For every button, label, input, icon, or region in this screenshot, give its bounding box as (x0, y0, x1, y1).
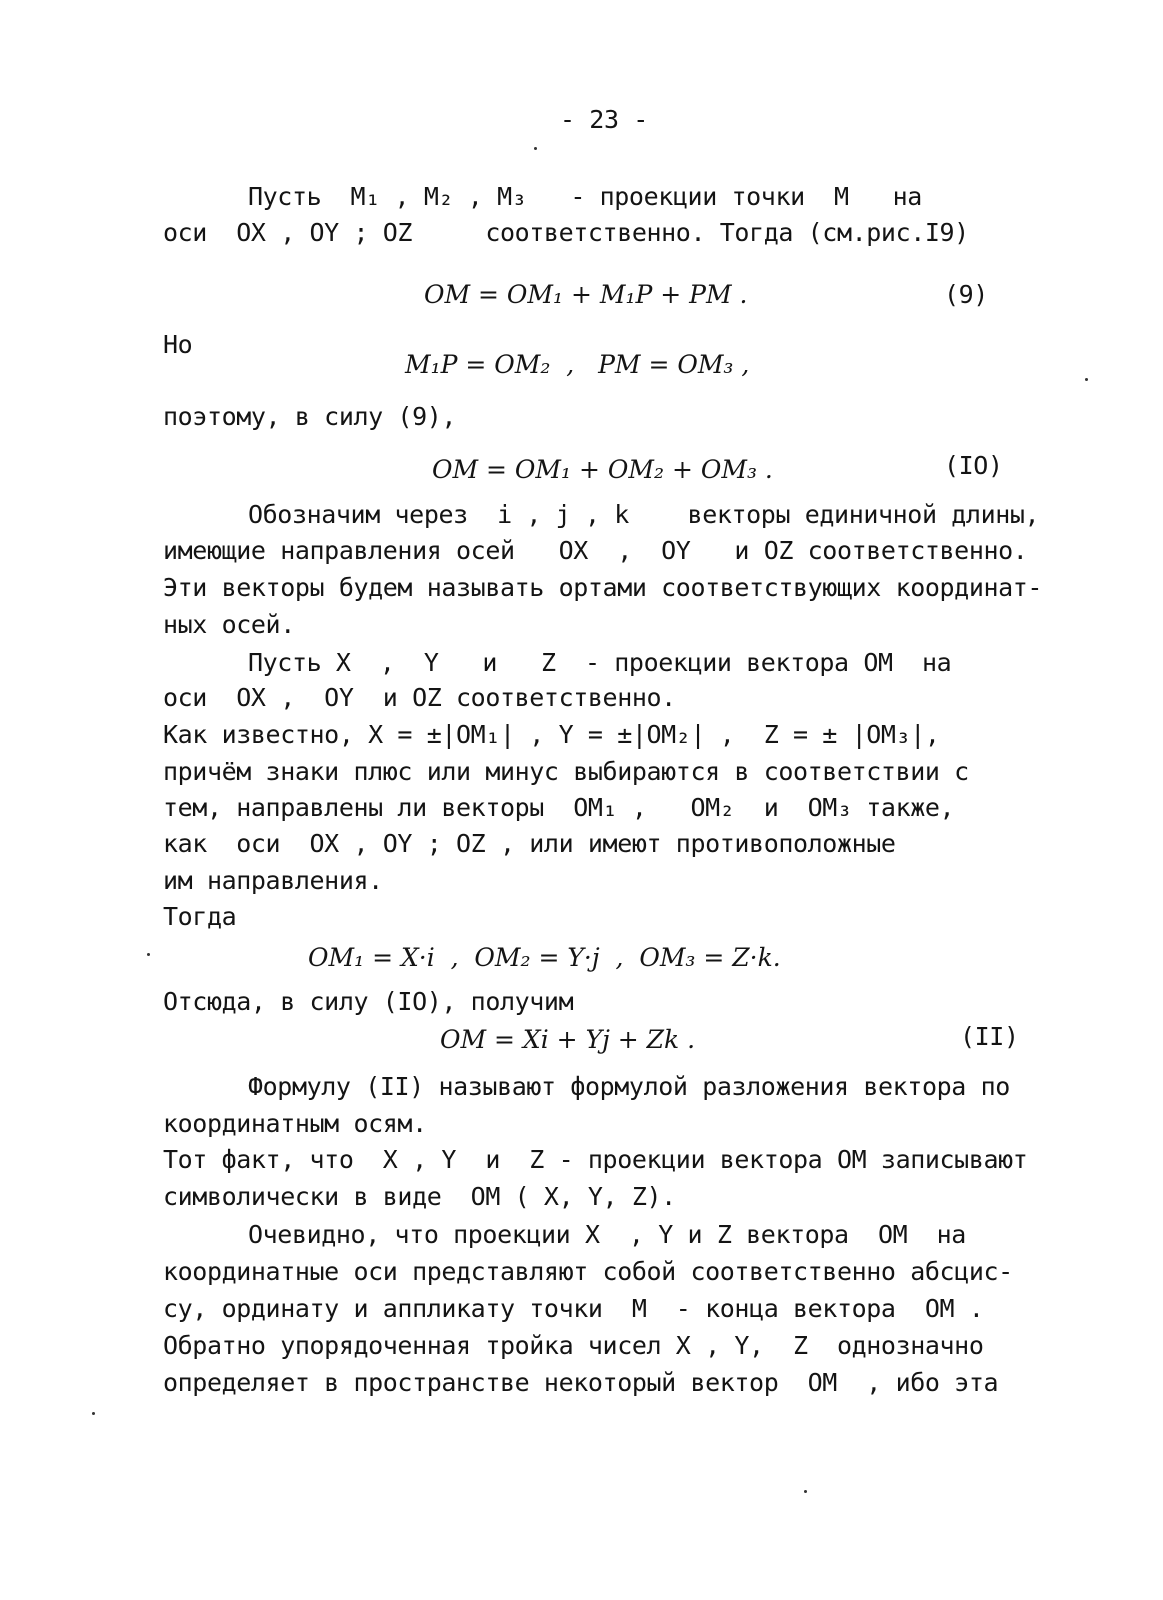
equation-9: OM = OM₁ + M₁P + PM . (424, 280, 748, 309)
text-line-15: Тогда (163, 902, 237, 931)
speck (92, 1412, 95, 1415)
text-no: Но (163, 330, 193, 359)
text-line-21: Очевидно, что проекции X , Y и Z вектора OM на (248, 1220, 966, 1249)
equation-11-number: (II) (960, 1022, 1019, 1051)
equation-11: OM = Xi + Yj + Zk . (440, 1025, 696, 1054)
equation-10-number: (IO) (944, 451, 1003, 480)
text-line-14: им направления. (163, 866, 383, 895)
text-line-22: координатные оси представляют собой соответственно абсцис- (163, 1257, 1013, 1286)
text-line-19: Тот факт, что X , Y и Z - проекции вектора OM записывают (163, 1145, 1028, 1174)
text-line-16: Отсюда, в силу (IO), получим (163, 987, 574, 1016)
text-line-17: Формулу (II) называют формулой разложения вектора по (248, 1072, 1010, 1101)
text-line-2: оси OX , OY ; OZ соответственно. Тогда (см.рис.I9) (163, 218, 969, 247)
equation-9-number: (9) (944, 280, 988, 309)
speck (147, 953, 150, 956)
text-line-3: поэтому, в силу (9), (163, 402, 457, 431)
speck (804, 1490, 807, 1493)
text-line-7: ных осей. (163, 610, 295, 639)
text-line-25: определяет в пространстве некоторый вектор OM , ибо эта (163, 1368, 999, 1397)
text-line-12: тем, направлены ли векторы OM₁ , OM₂ и OM₃ также, (163, 793, 955, 822)
page-number: - 23 - (560, 105, 648, 134)
text-line-4: Обозначим через i , j , k векторы единичной длины, (248, 500, 1040, 529)
text-line-6: Эти векторы будем называть ортами соответствующих координат- (163, 573, 1043, 602)
text-line-5: имеющие направления осей OX , OY и OZ соответственно. (163, 536, 1028, 565)
equation-no: M₁P = OM₂ , PM = OM₃ , (405, 350, 750, 379)
text-line-8: Пусть X , Y и Z - проекции вектора OM на (248, 648, 952, 677)
text-line-20: символически в виде OM ( X, Y, Z). (163, 1182, 676, 1211)
text-line-13: как оси OX , OY ; OZ , или имеют противоположные (163, 829, 896, 858)
text-line-9: оси OX , OY и OZ соответственно. (163, 683, 676, 712)
text-line-1: Пусть M₁ , M₂ , M₃ - проекции точки M на (248, 182, 922, 211)
text-line-23: су, ординату и аппликату точки M - конца вектора OM . (163, 1294, 984, 1323)
speck (534, 147, 537, 150)
text-line-10: Как известно, X = ±|OM₁| , Y = ±|OM₂| , Z = ± |OM₃|, (163, 720, 940, 749)
equation-10: OM = OM₁ + OM₂ + OM₃ . (432, 455, 773, 484)
equation-then: OM₁ = X·i , OM₂ = Y·j , OM₃ = Z·k. (308, 943, 781, 972)
speck (1085, 378, 1088, 381)
text-line-24: Обратно упорядоченная тройка чисел X , Y, Z однозначно (163, 1331, 984, 1360)
text-line-11: причём знаки плюс или минус выбираются в соответствии с (163, 757, 969, 786)
text-line-18: координатным осям. (163, 1109, 427, 1138)
